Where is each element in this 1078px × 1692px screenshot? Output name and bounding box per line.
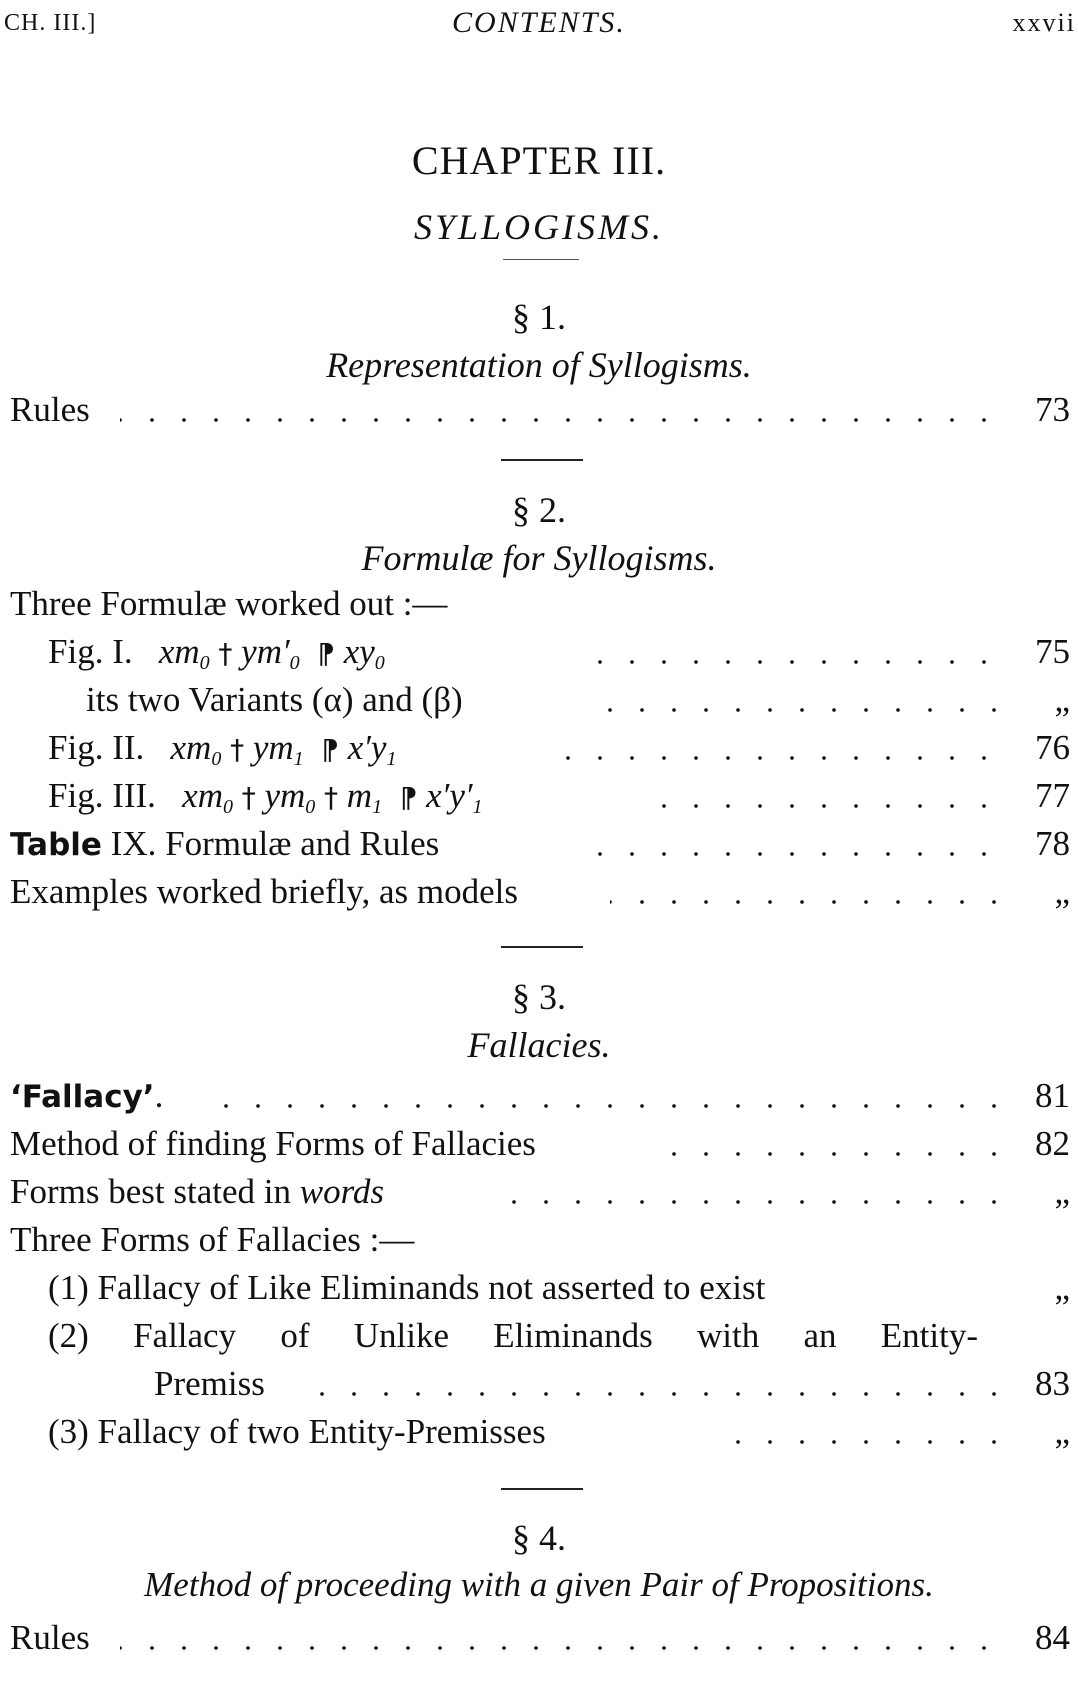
section-2-title: Formulæ for Syllogisms.	[361, 538, 717, 578]
toc-entry-three-forms[interactable]	[10, 1217, 1070, 1263]
toc-entry-variants[interactable]	[86, 677, 1070, 723]
toc-page-number: „	[1048, 1169, 1070, 1215]
running-head-chapter: CH. III.]	[4, 10, 97, 36]
toc-entry-fallacy-2[interactable]: (2) Fallacy of Unlike Eliminands with an Entity-	[48, 1316, 978, 1355]
toc-entry-three-formulae[interactable]	[10, 581, 1070, 627]
running-head-page-number: xxvii	[1012, 8, 1076, 37]
toc-page-number: 82	[1029, 1121, 1070, 1167]
leader-dots	[650, 1151, 1010, 1157]
toc-page-number: „	[1048, 869, 1070, 915]
divider-rule	[501, 1488, 583, 1490]
running-head-title: CONTENTS.	[452, 6, 626, 39]
toc-entry-label: Three Forms of Fallacies :—	[10, 1217, 420, 1263]
premise-minor: $ym_0$	[264, 776, 316, 818]
toc-page-number: 77	[1029, 773, 1070, 819]
therefore-symbol: ⁋	[321, 733, 339, 766]
toc-page-number: „	[1048, 677, 1070, 723]
toc-entry-fig-2[interactable]	[48, 725, 1070, 771]
toc-entry-table-ix[interactable]	[10, 821, 1070, 867]
section-3-title: Fallacies.	[467, 1025, 611, 1065]
leader-dots	[558, 755, 1000, 761]
section-1-title: Representation of Syllogisms.	[326, 345, 752, 385]
premise-minor: $ym'_0$	[241, 632, 300, 674]
toc-page-number: 78	[1029, 821, 1070, 867]
fig-label: Fig. II.	[48, 728, 145, 767]
premise-minor: $ym_1$	[252, 728, 304, 770]
fig-label: Fig. III.	[48, 776, 156, 815]
toc-entry-label: its two Variants (α) and (β)	[86, 677, 469, 723]
toc-entry-label: Method of finding Forms of Fallacies	[10, 1121, 542, 1167]
premise-major: $xm_0$	[158, 632, 210, 674]
toc-entry-label: Rules	[10, 387, 96, 433]
conclusion: $x'y'_1$	[426, 776, 483, 818]
dagger-symbol: †	[230, 733, 245, 766]
divider-rule	[503, 259, 579, 260]
section-3-number: § 3.	[512, 977, 566, 1017]
emphasis-words: words	[299, 1172, 385, 1211]
divider-rule	[501, 459, 583, 461]
toc-entry-label	[48, 629, 391, 677]
toc-entry-examples[interactable]	[10, 869, 1070, 915]
leader-dots	[586, 707, 1010, 713]
toc-entry-label: Rules	[10, 1615, 96, 1661]
divider-rule	[501, 946, 583, 948]
leader-dots	[210, 1103, 1010, 1109]
dagger-symbol: †	[241, 781, 256, 814]
section-4-title: Method of proceeding with a given Pair of Propositions.	[144, 1565, 934, 1604]
toc-entry-fallacy-2-cont[interactable]	[154, 1361, 1070, 1407]
dagger-symbol: †	[324, 781, 339, 814]
leader-dots	[610, 899, 1010, 905]
toc-page-number: 81	[1029, 1073, 1070, 1119]
toc-entry-label: (1) Fallacy of Like Eliminands not asserted to exist	[48, 1265, 771, 1311]
toc-entry-rules-4[interactable]	[10, 1615, 1070, 1661]
therefore-symbol: ⁋	[399, 781, 418, 814]
toc-entry-forms-words[interactable]	[10, 1169, 1070, 1215]
toc-entry-fallacy-3[interactable]	[48, 1409, 1070, 1455]
toc-page-number: „	[1048, 1265, 1070, 1311]
premise-major: $xm_0$	[170, 728, 222, 770]
fig-label: Fig. I.	[48, 632, 133, 671]
section-1-number: § 1.	[512, 297, 566, 337]
premise-major: $xm_0$	[182, 776, 233, 818]
toc-entry-method-finding[interactable]	[10, 1121, 1070, 1167]
section-2-number: § 2.	[512, 490, 566, 530]
conclusion: $xy_0$	[343, 632, 385, 674]
toc-entry-fallacy[interactable]	[10, 1073, 1070, 1119]
toc-entry-label: (3) Fallacy of two Entity-Premisses	[48, 1409, 552, 1455]
toc-entry-label	[48, 725, 402, 773]
toc-page-number: 75	[1029, 629, 1070, 675]
toc-entry-label: Forms best stated in words	[10, 1169, 390, 1215]
chapter-title: CHAPTER III.	[411, 138, 667, 183]
leader-dots	[638, 803, 1000, 809]
leader-dots	[588, 659, 1000, 665]
premise-middle: $m_1$	[346, 776, 383, 818]
leader-dots	[120, 1645, 1000, 1651]
leader-dots	[570, 851, 1000, 857]
section-4-number: § 4.	[512, 1518, 566, 1558]
dagger-symbol: †	[218, 637, 233, 670]
toc-page-number: 84	[1029, 1615, 1070, 1661]
toc-entry-label: Premiss	[154, 1361, 271, 1407]
leader-dots	[500, 1199, 1010, 1205]
toc-entry-fallacy-1[interactable]	[48, 1265, 1070, 1311]
toc-entry-label: Three Formulæ worked out :—	[10, 581, 453, 627]
toc-entry-label: Examples worked briefly, as models	[10, 869, 524, 915]
toc-page-number: 83	[1029, 1361, 1070, 1407]
table-label: Table	[10, 827, 102, 863]
chapter-subtitle: SYLLOGISMS.	[413, 207, 665, 247]
toc-entry-label: ‘Fallacy’.	[10, 1073, 169, 1120]
conclusion: $x'y_1$	[347, 728, 397, 770]
toc-entry-label	[48, 773, 489, 821]
toc-page-number: 76	[1029, 725, 1070, 771]
toc-entry-rules-1[interactable]	[10, 387, 1070, 433]
leader-dots	[304, 1391, 1010, 1397]
toc-entry-fig-1[interactable]	[48, 629, 1070, 675]
fallacy-term: ‘Fallacy’	[10, 1079, 155, 1115]
therefore-symbol: ⁋	[317, 637, 335, 670]
leader-dots	[120, 417, 1000, 423]
running-head	[0, 6, 1078, 46]
toc-page-number: „	[1048, 1409, 1070, 1455]
toc-page-number: 73	[1029, 387, 1070, 433]
toc-entry-fig-3[interactable]	[48, 773, 1070, 819]
toc-entry-label: Table IX. Formulæ and Rules	[10, 821, 445, 868]
leader-dots	[708, 1439, 1010, 1445]
